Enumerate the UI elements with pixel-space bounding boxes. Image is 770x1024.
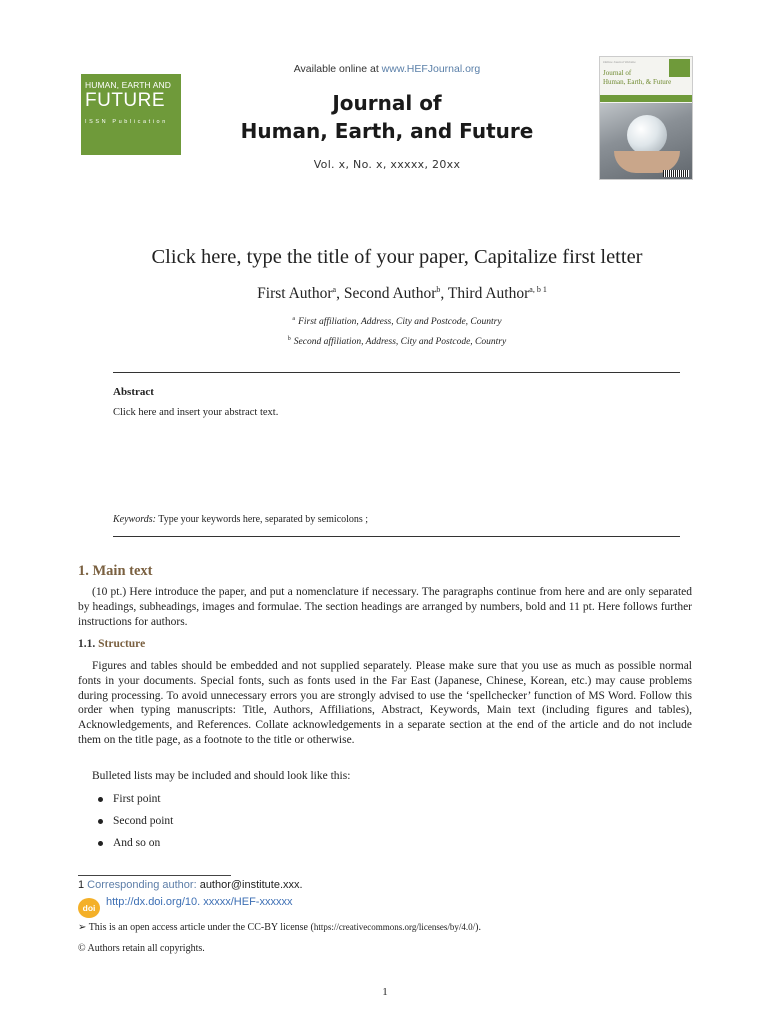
author-1: First Author	[257, 285, 333, 302]
copyright-note: © Authors retain all copyrights.	[78, 943, 205, 954]
author-separator: ,	[440, 285, 448, 302]
doi-icon: doi	[78, 898, 100, 918]
list-item	[96, 813, 173, 835]
barcode-icon	[663, 170, 689, 177]
list-item	[96, 835, 173, 857]
cover-photo	[600, 103, 693, 180]
bullet-list	[96, 791, 173, 857]
page-number: 1	[382, 986, 388, 998]
subsection-heading-structure	[78, 638, 145, 650]
abstract-text: Click here and insert your abstract text.	[113, 407, 279, 418]
subsection-paragraph: Figures and tables should be embedded and not supplied separately. Please make sure that you use as much as possible normal fonts in your documents. Special fonts, such as fonts used in the Far East (Japanese, Chinese, Korean, etc.) may cause problems during processing. To avoid unnecessary errors you are strongly advised to use the ‘spellchecker’ function of MS Word. Follow this order when typing manuscripts: Title, Authors, Affiliations, Abstract, Keywords, Main text (including figures and tables), Acknowledgements, and References. Collate acknowledgements in a separate section at the end of the article and do not include them on the title page, as a footnote to the title or otherwise.	[78, 660, 692, 746]
bullet-icon	[98, 819, 103, 824]
list-item-text: First point	[113, 793, 161, 805]
logo-line-3: ISSN Publication	[85, 119, 168, 125]
logo-line-2: FUTURE	[85, 90, 166, 111]
list-item-text: And so on	[113, 837, 161, 849]
open-access-suffix: ).	[475, 922, 481, 933]
abstract-bottom-rule	[113, 536, 680, 537]
footnote-rule	[78, 875, 231, 876]
volume-info: Vol. x, No. x, xxxxx, 20xx	[313, 158, 461, 171]
section-1-paragraph: (10 pt.) Here introduce the paper, and put a nomenclature if necessary. The paragraphs continue from here and are only separated by headings, subheadings, images and formulae. The section headings are arranged by numbers, bold and 11 pt. Here follows further instructions for authors.	[78, 586, 692, 628]
doi-link[interactable]: http://dx.doi.org/10. xxxxx/HEF-xxxxxx	[106, 896, 293, 908]
author-3: Third Author	[447, 285, 530, 302]
corresponding-author-footnote	[78, 879, 303, 891]
cover-title	[603, 69, 671, 87]
author-2: Second Author	[343, 285, 437, 302]
section-heading-main-text: 1. Main text	[78, 563, 153, 579]
open-access-prefix: ➢ This is an open access article under the CC-BY license (	[78, 922, 314, 933]
cover-band	[600, 95, 693, 102]
author-separator: ,	[336, 285, 344, 302]
logo-line-1: HUMAN, EARTH AND	[85, 80, 171, 90]
journal-website-link[interactable]: www.HEFJournal.org	[381, 63, 481, 75]
author-3-sup: a, b 1	[529, 285, 547, 294]
keywords-text: Type your keywords here, separated by semicolons ;	[155, 514, 369, 525]
cover-title-line-1: Journal of	[603, 69, 632, 77]
available-prefix: Available online at	[293, 63, 382, 75]
keywords	[113, 514, 368, 525]
list-item	[96, 791, 173, 813]
journal-name-line-1: Journal of	[332, 91, 442, 115]
subsection-number: 1.1.	[78, 638, 99, 650]
list-item-text: Second point	[113, 815, 174, 827]
journal-name-line-2: Human, Earth, and Future	[240, 119, 534, 143]
corresponding-email[interactable]: author@institute.xxx.	[196, 879, 303, 891]
abstract-top-rule	[113, 372, 680, 373]
affiliation-1-text: First affiliation, Address, City and Postcode, Country	[298, 317, 502, 327]
affiliation-2-sup: b	[287, 336, 291, 342]
cover-small-text: Online Journal Website	[603, 60, 636, 64]
affiliation-1-sup: a	[292, 316, 296, 322]
bullet-icon	[98, 797, 103, 802]
cover-title-line-2: Human, Earth, & Future	[603, 78, 672, 86]
paper-title: Click here, type the title of your paper, Capitalize first letter	[151, 246, 643, 268]
subsection-title: Structure	[98, 638, 146, 650]
globe-icon	[627, 115, 667, 155]
footnote-number: 1	[78, 879, 85, 891]
author-2-sup: b	[436, 285, 441, 294]
bullet-intro: Bulleted lists may be included and should look like this:	[92, 770, 351, 782]
affiliation-1	[0, 316, 770, 327]
journal-cover-image	[599, 56, 693, 180]
abstract-heading: Abstract	[113, 386, 154, 398]
affiliation-2-text: Second affiliation, Address, City and Postcode, Country	[293, 337, 507, 347]
corresponding-label: Corresponding author:	[84, 879, 197, 891]
cover-badge	[669, 59, 690, 77]
open-access-note	[78, 922, 481, 933]
keywords-label: Keywords:	[113, 514, 156, 525]
affiliation-2	[0, 336, 770, 347]
license-link[interactable]: https://creativecommons.org/licenses/by/4.0/	[313, 922, 476, 932]
bullet-icon	[98, 841, 103, 846]
author-1-sup: a	[332, 285, 337, 294]
author-list	[0, 285, 770, 303]
